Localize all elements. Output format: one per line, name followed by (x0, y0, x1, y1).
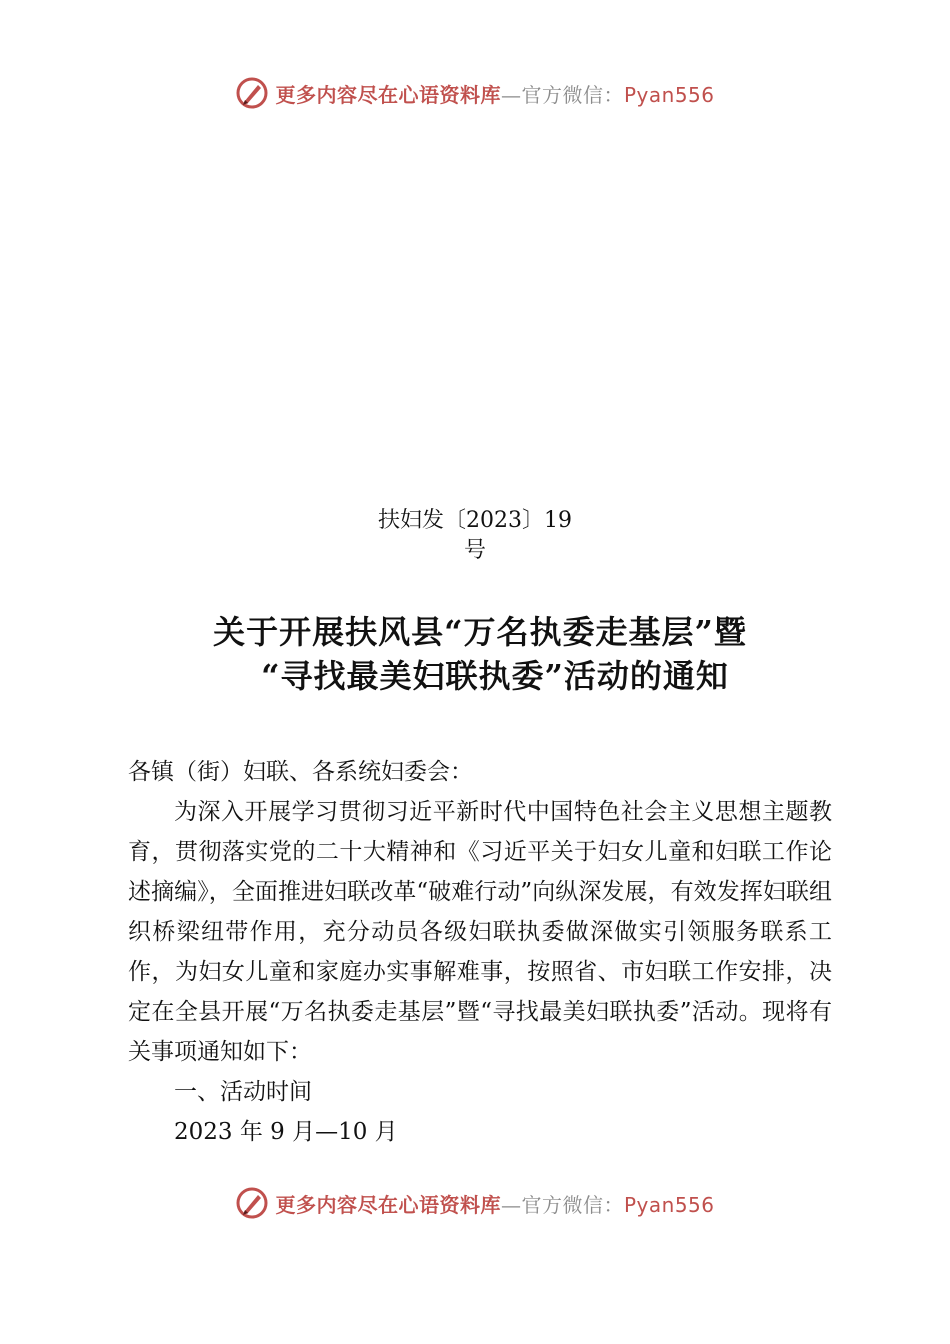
document-title-line1: 关于开展扶风县“万名执委走基层”暨 (213, 613, 747, 651)
watermark-main-text: 更多内容尽在心语资料库 (275, 82, 501, 107)
footer-watermark (0, 1183, 950, 1223)
document-title-line2: “寻找最美妇联执委”活动的通知 (261, 657, 729, 695)
activity-date: 2023 年 9 月—10 月 (174, 1119, 398, 1145)
watermark-text (275, 79, 714, 108)
watermark-wechat-label: 官方微信： (521, 1192, 624, 1217)
document-number-line1: 扶妇发〔2023〕19 (378, 508, 572, 533)
document-body (128, 752, 832, 1152)
watermark-text (275, 1189, 714, 1218)
document-number-line2: 号 (463, 538, 486, 563)
salutation: 各镇（街）妇联、各系统妇委会： (128, 759, 473, 785)
watermark-wechat-label: 官方微信： (521, 82, 624, 107)
quill-pen-logo-icon (235, 76, 269, 110)
watermark-separator: — (500, 1192, 522, 1217)
header-watermark (0, 73, 950, 113)
watermark-main-text: 更多内容尽在心语资料库 (275, 1192, 501, 1217)
watermark-separator: — (500, 82, 522, 107)
quill-pen-logo-icon (235, 1186, 269, 1220)
body-paragraph: 为深入开展学习贯彻习近平新时代中国特色社会主义思想主题教育，贯彻落实党的二十大精神和《习近平关于妇女儿童和妇联工作论述摘编》，全面推进妇联改革“破难行动”向纵深发展，有效发挥妇联组织桥梁纽带作用，充分动员各级妇联执委做深做实引领服务联系工作，为妇女儿童和家庭办实事解难事，按照省、市妇联工作安排，决定在全县开展“万名执委走基层”暨“寻找最美妇联执委”活动。现将有关事项通知如下： (128, 799, 832, 1065)
watermark-wechat-id: Pyan556 (623, 1192, 715, 1217)
watermark-wechat-id: Pyan556 (623, 82, 715, 107)
section-heading: 一、活动时间 (174, 1079, 312, 1105)
document-title (0, 610, 950, 698)
document-number (0, 506, 950, 566)
